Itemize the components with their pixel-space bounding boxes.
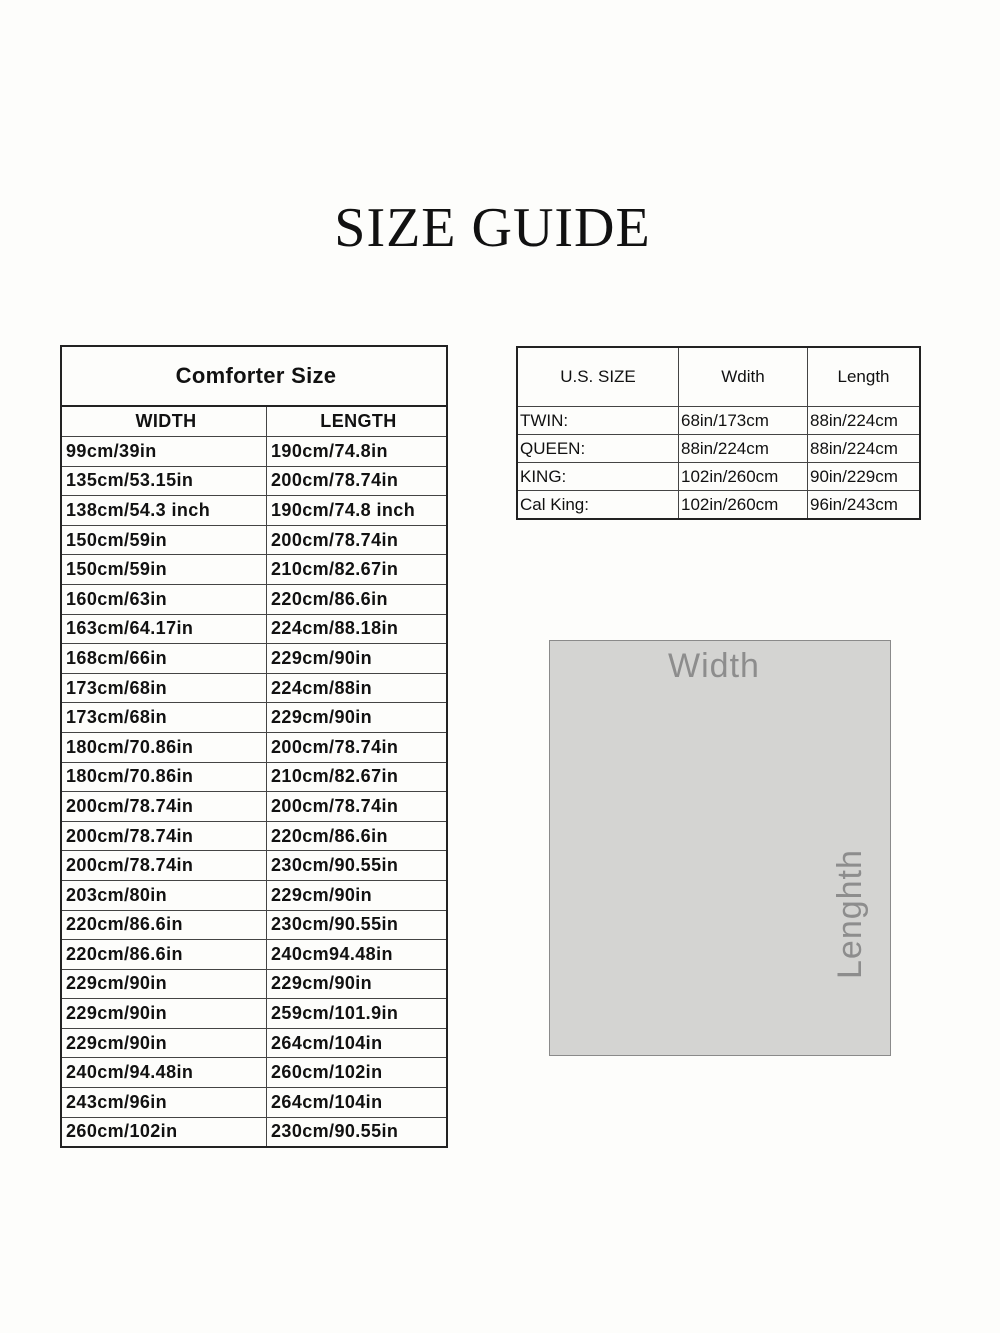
- us-header-width: Wdith: [679, 347, 808, 407]
- comforter-table-row: [61, 1028, 447, 1058]
- width-cell: 180cm/70.86in: [61, 732, 267, 762]
- comforter-table-row: [61, 614, 447, 644]
- width-cell: 99cm/39in: [61, 437, 267, 467]
- width-cell: 220cm/86.6in: [61, 940, 267, 970]
- width-cell: 135cm/53.15in: [61, 466, 267, 496]
- width-cell: 180cm/70.86in: [61, 762, 267, 792]
- comforter-table-row: [61, 762, 447, 792]
- us-header-length: Length: [808, 347, 921, 407]
- length-cell: 229cm/90in: [267, 644, 448, 674]
- us-length-cell: 90in/229cm: [808, 463, 921, 491]
- us-size-cell: Cal King:: [517, 491, 679, 520]
- comforter-table-row: [61, 1117, 447, 1147]
- width-cell: 200cm/78.74in: [61, 851, 267, 881]
- us-size-cell: QUEEN:: [517, 435, 679, 463]
- us-length-cell: 88in/224cm: [808, 435, 921, 463]
- comforter-header-width: WIDTH: [61, 406, 267, 437]
- us-table-row: [517, 407, 920, 435]
- width-cell: 173cm/68in: [61, 673, 267, 703]
- width-cell: 229cm/90in: [61, 1028, 267, 1058]
- length-cell: 229cm/90in: [267, 969, 448, 999]
- length-cell: 240cm94.48in: [267, 940, 448, 970]
- comforter-table-row: [61, 999, 447, 1029]
- comforter-table-row: [61, 703, 447, 733]
- length-cell: 220cm/86.6in: [267, 821, 448, 851]
- width-cell: 200cm/78.74in: [61, 821, 267, 851]
- length-cell: 230cm/90.55in: [267, 910, 448, 940]
- comforter-table-row: [61, 466, 447, 496]
- us-table-row: [517, 491, 920, 520]
- width-cell: 200cm/78.74in: [61, 792, 267, 822]
- comforter-table-row: [61, 555, 447, 585]
- us-length-cell: 96in/243cm: [808, 491, 921, 520]
- length-cell: 210cm/82.67in: [267, 555, 448, 585]
- us-size-table: [516, 346, 921, 520]
- width-cell: 203cm/80in: [61, 880, 267, 910]
- width-cell: 229cm/90in: [61, 969, 267, 999]
- us-length-cell: 88in/224cm: [808, 407, 921, 435]
- length-cell: 230cm/90.55in: [267, 1117, 448, 1147]
- page-title: SIZE GUIDE: [334, 197, 651, 259]
- comforter-table-row: [61, 910, 447, 940]
- width-cell: 168cm/66in: [61, 644, 267, 674]
- width-cell: 138cm/54.3 inch: [61, 496, 267, 526]
- width-cell: 163cm/64.17in: [61, 614, 267, 644]
- comforter-table-row: [61, 880, 447, 910]
- us-size-cell: TWIN:: [517, 407, 679, 435]
- length-cell: 229cm/90in: [267, 703, 448, 733]
- comforter-table-row: [61, 525, 447, 555]
- us-table-row: [517, 463, 920, 491]
- us-table-body: [517, 407, 920, 520]
- width-cell: 243cm/96in: [61, 1088, 267, 1118]
- length-cell: 230cm/90.55in: [267, 851, 448, 881]
- length-cell: 220cm/86.6in: [267, 584, 448, 614]
- comforter-table-row: [61, 496, 447, 526]
- comforter-table-row: [61, 673, 447, 703]
- comforter-table-row: [61, 732, 447, 762]
- length-cell: 259cm/101.9in: [267, 999, 448, 1029]
- comforter-table-row: [61, 1058, 447, 1088]
- comforter-table-row: [61, 1088, 447, 1118]
- width-cell: 150cm/59in: [61, 555, 267, 585]
- us-size-cell: KING:: [517, 463, 679, 491]
- us-table-row: [517, 435, 920, 463]
- length-cell: 229cm/90in: [267, 880, 448, 910]
- comforter-table-body: [61, 437, 447, 1148]
- us-width-cell: 68in/173cm: [679, 407, 808, 435]
- length-cell: 224cm/88in: [267, 673, 448, 703]
- length-cell: 224cm/88.18in: [267, 614, 448, 644]
- comforter-table-row: [61, 940, 447, 970]
- length-cell: 190cm/74.8in: [267, 437, 448, 467]
- us-width-cell: 102in/260cm: [679, 491, 808, 520]
- us-width-cell: 88in/224cm: [679, 435, 808, 463]
- width-cell: 173cm/68in: [61, 703, 267, 733]
- comforter-header-length: LENGTH: [267, 406, 448, 437]
- us-header-size: U.S. SIZE: [517, 347, 679, 407]
- us-width-cell: 102in/260cm: [679, 463, 808, 491]
- length-cell: 264cm/104in: [267, 1088, 448, 1118]
- length-cell: 264cm/104in: [267, 1028, 448, 1058]
- diagram-width-label: Width: [668, 647, 760, 685]
- width-cell: 220cm/86.6in: [61, 910, 267, 940]
- comforter-dimension-diagram: [549, 640, 891, 1056]
- comforter-table-row: [61, 437, 447, 467]
- comforter-table-row: [61, 851, 447, 881]
- comforter-table-row: [61, 644, 447, 674]
- diagram-length-label: Lenghth: [831, 849, 869, 979]
- width-cell: 150cm/59in: [61, 525, 267, 555]
- length-cell: 260cm/102in: [267, 1058, 448, 1088]
- comforter-size-table: [60, 345, 448, 1148]
- length-cell: 200cm/78.74in: [267, 525, 448, 555]
- width-cell: 240cm/94.48in: [61, 1058, 267, 1088]
- length-cell: 190cm/74.8 inch: [267, 496, 448, 526]
- comforter-table-row: [61, 969, 447, 999]
- length-cell: 210cm/82.67in: [267, 762, 448, 792]
- comforter-table-row: [61, 792, 447, 822]
- comforter-table-row: [61, 821, 447, 851]
- length-cell: 200cm/78.74in: [267, 732, 448, 762]
- width-cell: 229cm/90in: [61, 999, 267, 1029]
- width-cell: 260cm/102in: [61, 1117, 267, 1147]
- length-cell: 200cm/78.74in: [267, 792, 448, 822]
- length-cell: 200cm/78.74in: [267, 466, 448, 496]
- width-cell: 160cm/63in: [61, 584, 267, 614]
- comforter-table-row: [61, 584, 447, 614]
- comforter-table-caption: Comforter Size: [61, 346, 447, 406]
